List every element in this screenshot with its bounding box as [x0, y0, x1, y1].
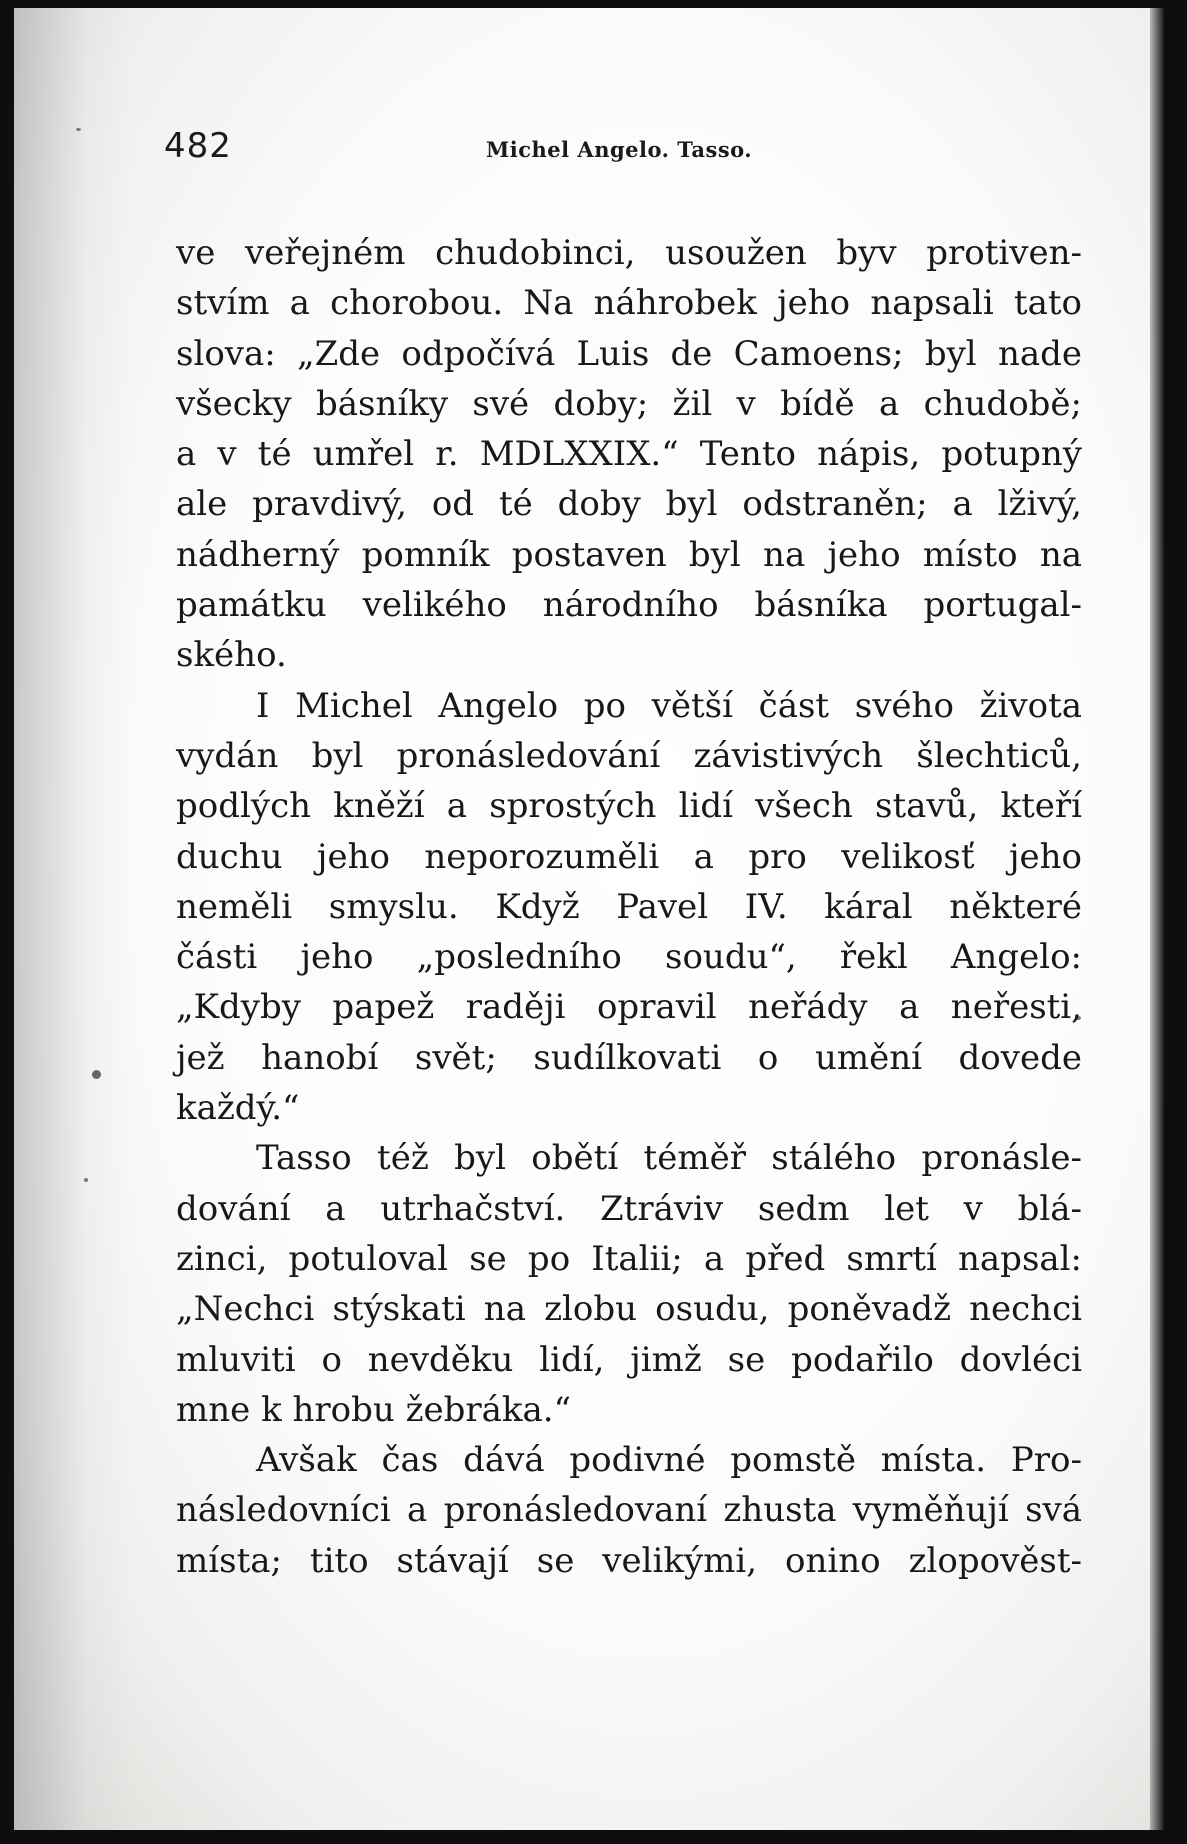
text-line: zinci, potuloval se po Italii; a před smrtí napsal:	[176, 1238, 1082, 1279]
text-line: památku velikého národního básníka portugal-	[176, 585, 1082, 626]
body-text	[176, 228, 1082, 1586]
text-line: všecky básníky své doby; žil v bídě a chudobě;	[176, 383, 1082, 424]
running-head	[164, 126, 1064, 176]
paragraph-first-line: Tasso též byl obětí téměř stálého pronásle-	[256, 1138, 1082, 1179]
paragraph-first-line: Avšak čas dává podivné pomstě místa. Pro-	[256, 1440, 1082, 1481]
paper-speck	[92, 1070, 101, 1079]
text-line: ského.	[176, 635, 287, 676]
text-line: nádherný pomník postaven byl na jeho místo na	[176, 534, 1082, 575]
text-line: jež hanobí svět; sudílkovati o umění dovede	[176, 1037, 1082, 1078]
text-line: mluviti o nevděku lidí, jimž se podařilo dovléci	[176, 1339, 1082, 1380]
text-line: slova: „Zde odpočívá Luis de Camoens; byl nade	[176, 333, 1082, 374]
paper-speck	[84, 1178, 88, 1182]
text-line: ve veřejném chudobinci, usoužen byv protiven-	[176, 233, 1082, 273]
text-line: každý.“	[176, 1088, 300, 1129]
text-line: a v té umřel r. MDLXXIX.“ Tento nápis, potupný	[176, 434, 1082, 475]
text-line: podlých kněží a sprostých lidí všech stavů, kteří	[176, 786, 1082, 827]
text-line: dování a utrhačství. Ztráviv sedm let v blá-	[176, 1188, 1082, 1229]
page-number: 482	[164, 126, 232, 166]
book-page	[14, 8, 1164, 1830]
text-line: mne k hrobu žebráka.“	[176, 1389, 571, 1430]
text-line: neměli smyslu. Když Pavel IV. káral některé	[176, 886, 1082, 927]
text-line: duchu jeho neporozuměli a pro velikosť jeho	[176, 836, 1082, 877]
text-line: části jeho „posledního soudu“, řekl Angelo:	[176, 937, 1082, 978]
paragraph-first-line: I Michel Angelo po větší část svého života	[256, 685, 1082, 726]
text-line: následovníci a pronásledovaní zhusta vyměňují svá	[176, 1490, 1082, 1531]
text-line: „Nechci stýskati na zlobu osudu, poněvadž nechci	[176, 1289, 1082, 1330]
running-title: Michel Angelo. Tasso.	[486, 137, 753, 162]
text-line: ale pravdivý, od té doby byl odstraněn; a lživý,	[176, 484, 1082, 525]
text-line: stvím a chorobou. Na náhrobek jeho napsali tato	[176, 283, 1082, 324]
text-line: místa; tito stávají se velikými, onino zlopověst-	[176, 1540, 1082, 1581]
text-line: vydán byl pronásledování závistivých šlechticů,	[176, 735, 1082, 776]
text-line: „Kdyby papež raději opravil neřády a neřesti,	[176, 987, 1082, 1028]
paper-speck	[76, 128, 81, 131]
